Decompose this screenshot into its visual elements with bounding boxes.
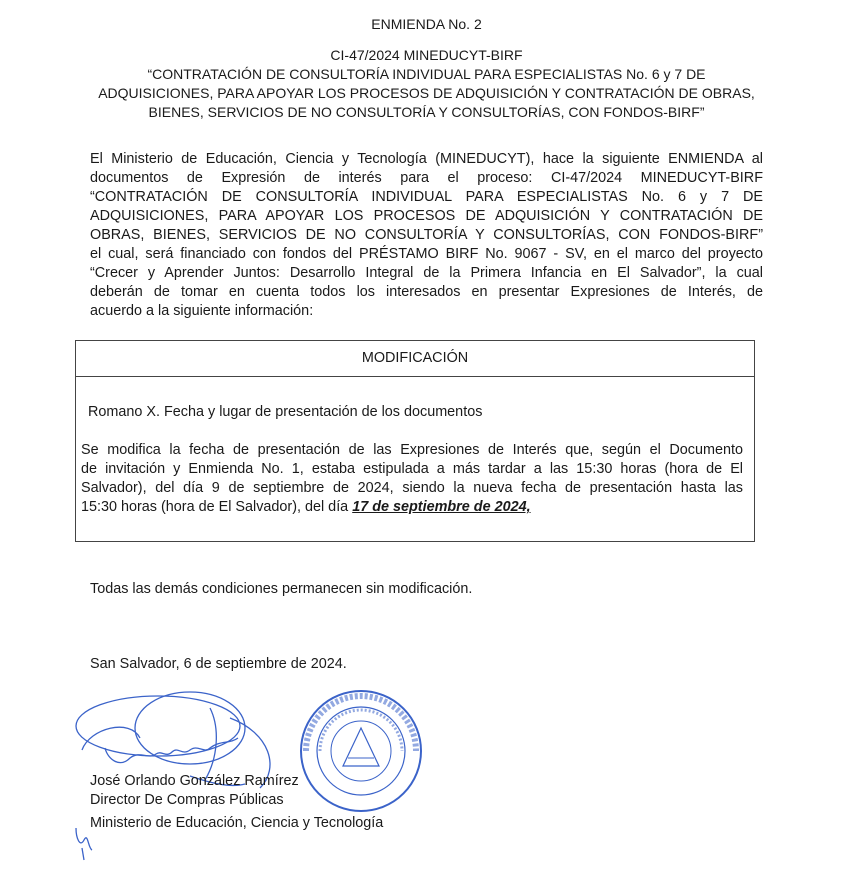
intro-line: documentos de Expresión de interés para el proceso: CI-47/2024 MINEDUCYT-BIRF xyxy=(90,170,763,186)
intro-line: OBRAS, BIENES, SERVICIOS DE NO CONSULTORÍA Y CONSULTORÍAS, CON FONDOS-BIRF” xyxy=(90,227,763,243)
ministry-seal xyxy=(298,688,424,814)
intro-line: “Crecer y Aprender Juntos: Desarrollo Integral de la Primera Infancia en El Salvador”, la cual xyxy=(90,265,763,281)
section-reference xyxy=(88,403,482,422)
closing-statement: Todas las demás condiciones permanecen sin modificación. xyxy=(90,581,473,597)
process-title-line: “CONTRATACIÓN DE CONSULTORÍA INDIVIDUAL PARA ESPECIALISTAS No. 6 y 7 DE xyxy=(147,66,706,82)
modification-line xyxy=(81,498,743,517)
signatory-role: Director De Compras Públicas xyxy=(90,792,284,808)
signatory-name: José Orlando González Ramírez xyxy=(90,773,299,789)
intro-line: “CONTRATACIÓN DE CONSULTORÍA INDIVIDUAL PARA ESPECIALISTAS No. 6 y 7 DE xyxy=(90,189,763,205)
modification-line: Se modifica la fecha de presentación de las Expresiones de Interés que, según el Documento xyxy=(81,442,743,458)
section-title: X. Fecha y lugar de presentación de los documentos xyxy=(146,404,483,420)
last-line-prefix: 15:30 horas (hora de El Salvador), del día xyxy=(81,499,353,515)
intro-line: El Ministerio de Educación, Ciencia y Tecnología (MINEDUCYT), hace la siguiente ENMIENDA al xyxy=(90,151,763,167)
romano-prefix: Romano xyxy=(88,404,147,420)
process-code: CI-47/2024 MINEDUCYT-BIRF xyxy=(330,47,523,63)
document-heading: ENMIENDA No. 2 xyxy=(371,16,482,32)
intro-line: deberán de tomar en cuenta todos los interesados en presentar Expresiones de Interés, de xyxy=(90,284,763,300)
modification-line: de invitación y Enmienda No. 1, estaba estipulada a más tardar a las 15:30 horas (hora de El xyxy=(81,461,743,477)
modification-line: Salvador), del día 9 de septiembre de 2024, siendo la nueva fecha de presentación hasta las xyxy=(81,480,743,496)
modification-box xyxy=(75,340,755,542)
new-date: 17 de septiembre de 2024, xyxy=(352,499,531,515)
modification-title: MODIFICACIÓN xyxy=(76,341,754,377)
intro-line: ADQUISICIONES, PARA APOYAR LOS PROCESOS DE ADQUISICIÓN Y CONTRATACIÓN DE xyxy=(90,208,763,224)
intro-line: acuerdo a la siguiente información: xyxy=(90,303,314,319)
intro-line: el cual, será financiado con fondos del PRÉSTAMO BIRF No. 9067 - SV, en el marco del proyecto xyxy=(90,246,763,262)
modification-text xyxy=(81,441,743,517)
date-line: San Salvador, 6 de septiembre de 2024. xyxy=(90,656,347,672)
intro-paragraph xyxy=(90,150,763,321)
process-title-line: BIENES, SERVICIOS DE NO CONSULTORÍA Y CONSULTORÍAS, CON FONDOS-BIRF” xyxy=(148,104,705,120)
signatory-ministry: Ministerio de Educación, Ciencia y Tecnología xyxy=(90,815,384,831)
process-title-line: ADQUISICIONES, PARA APOYAR LOS PROCESOS DE ADQUISICIÓN Y CONTRATACIÓN DE OBRAS, xyxy=(98,85,755,101)
